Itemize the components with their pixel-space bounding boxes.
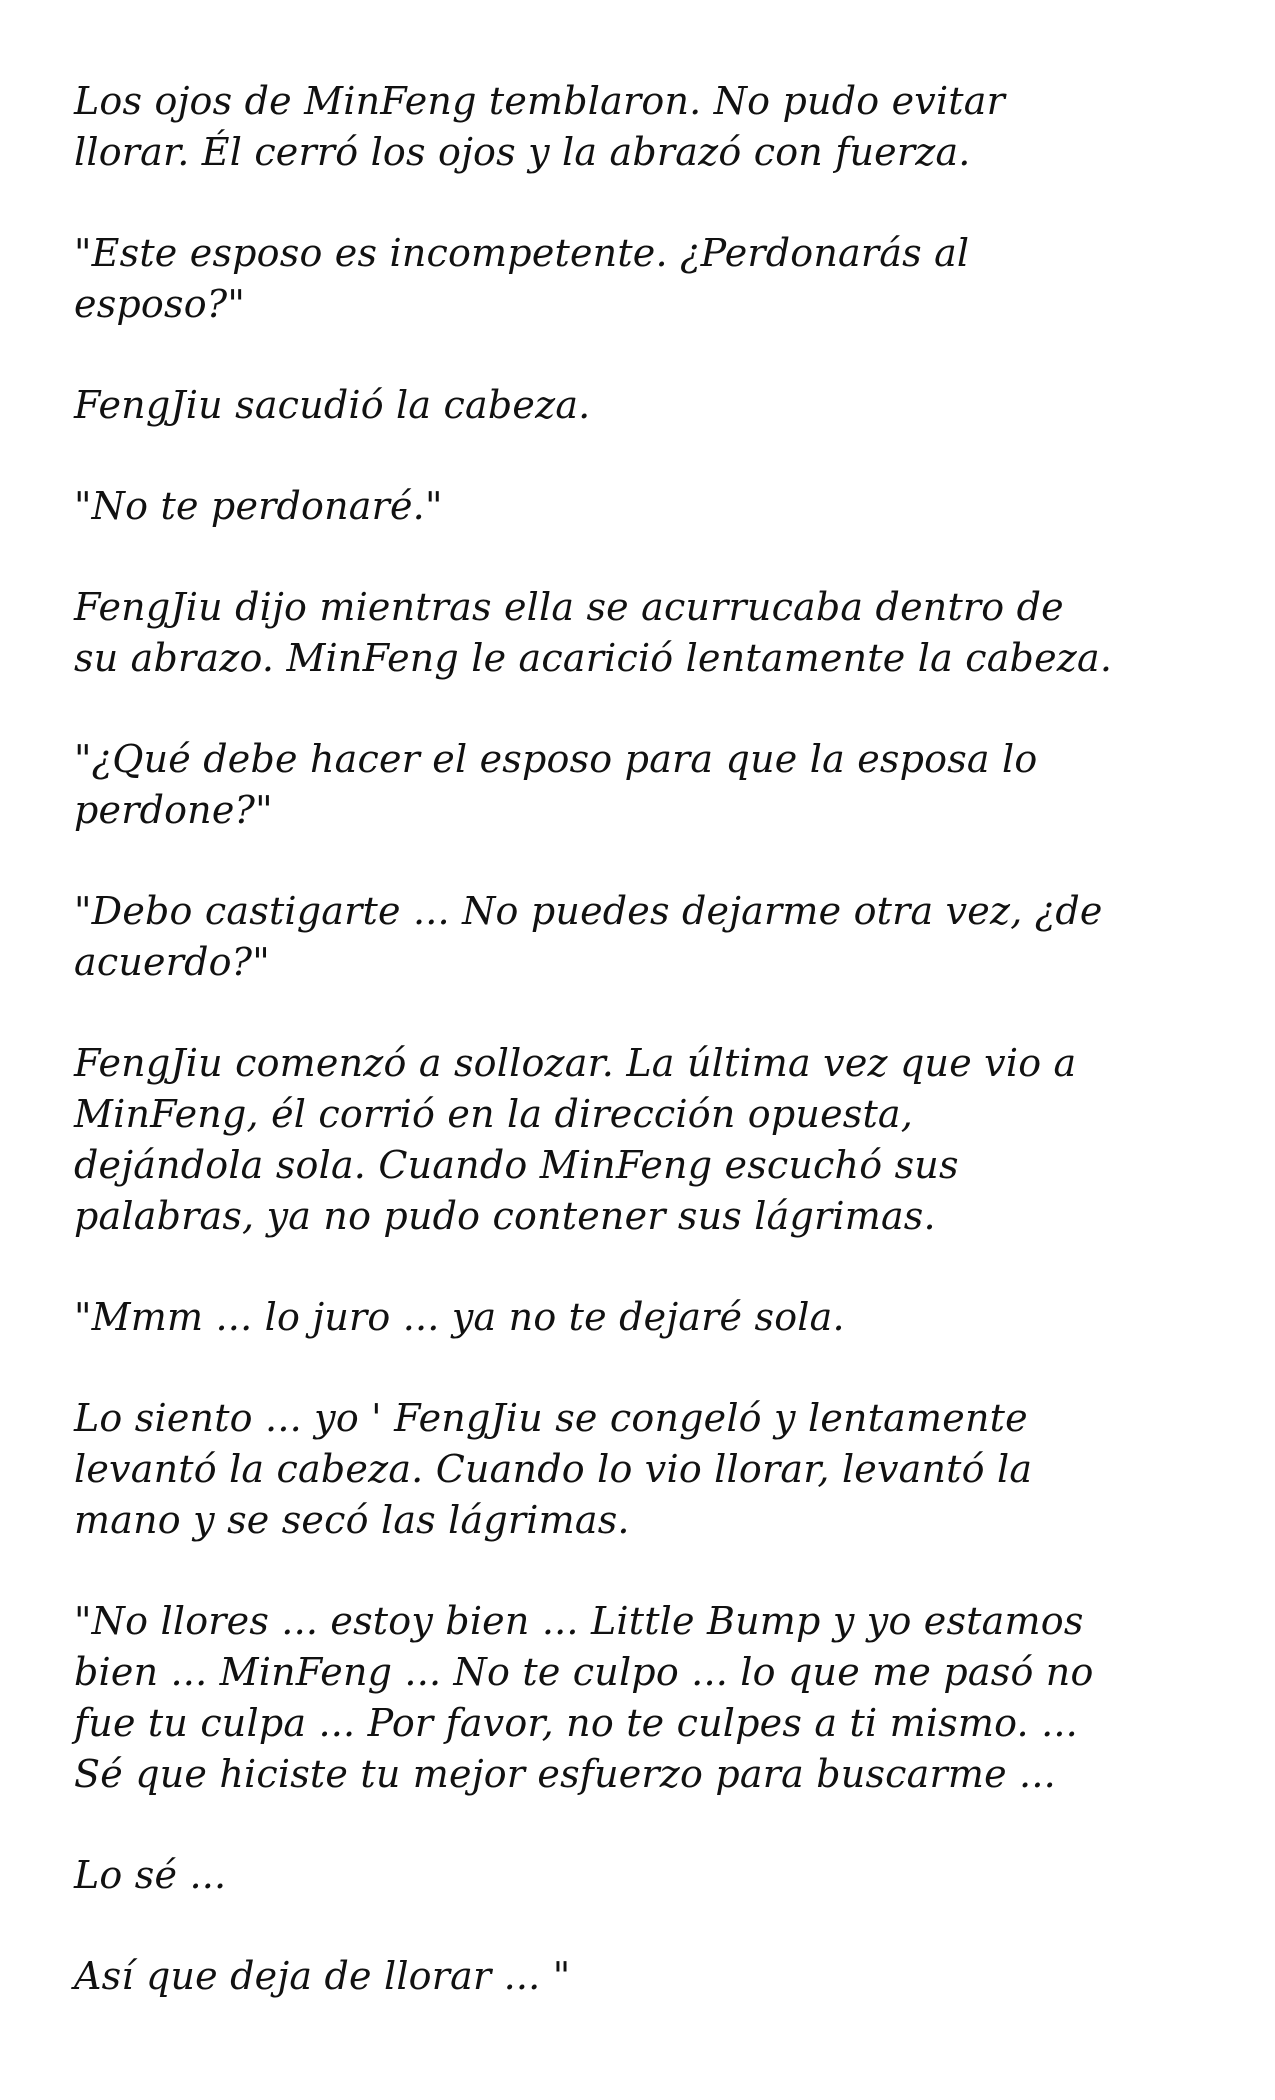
paragraph-5 <box>74 582 1215 684</box>
paragraph-1 <box>74 76 1215 178</box>
text-line: acuerdo?" <box>74 940 270 984</box>
text-line: "No llores ... estoy bien ... Little Bump y yo estamos <box>74 1599 1084 1643</box>
paragraph-10 <box>74 1393 1215 1546</box>
text-line: llorar. Él cerró los ojos y la abrazó con fuerza. <box>74 130 971 174</box>
text-line: "Debo castigarte ... No puedes dejarme otra vez, ¿de <box>74 889 1103 933</box>
text-line: Lo siento ... yo ' FengJiu se congeló y lentamente <box>74 1396 1028 1440</box>
text-line: esposo?" <box>74 282 246 326</box>
text-line: dejándola sola. Cuando MinFeng escuchó sus <box>74 1143 959 1187</box>
text-line: "¿Qué debe hacer el esposo para que la esposa lo <box>74 737 1038 781</box>
text-line: su abrazo. MinFeng le acarició lentamente la cabeza. <box>74 636 1113 680</box>
text-line: mano y se secó las lágrimas. <box>74 1498 630 1542</box>
text-line: "Mmm ... lo juro ... ya no te dejaré sola. <box>74 1295 845 1339</box>
text-line: FengJiu sacudió la cabeza. <box>74 383 591 427</box>
text-line: Lo sé ... <box>74 1853 227 1897</box>
text-line: Así que deja de llorar ... " <box>74 1954 571 1998</box>
text-line: "Este esposo es incompetente. ¿Perdonarás al <box>74 231 970 275</box>
paragraph-4 <box>74 481 1215 532</box>
text-line: "No te perdonaré." <box>74 484 443 528</box>
paragraph-7 <box>74 886 1215 988</box>
paragraph-12 <box>74 1850 1215 1901</box>
paragraph-11 <box>74 1596 1215 1800</box>
text-line: levantó la cabeza. Cuando lo vio llorar, levantó la <box>74 1447 1033 1491</box>
text-line: perdone?" <box>74 788 273 832</box>
text-line: fue tu culpa ... Por favor, no te culpes a ti mismo. ... <box>74 1701 1078 1745</box>
text-line: Sé que hiciste tu mejor esfuerzo para buscarme ... <box>74 1752 1056 1796</box>
text-line: FengJiu comenzó a sollozar. La última vez que vio a <box>74 1041 1077 1085</box>
paragraph-13 <box>74 1951 1215 2002</box>
text-line: MinFeng, él corrió en la dirección opuesta, <box>74 1092 914 1136</box>
text-line: palabras, ya no pudo contener sus lágrimas. <box>74 1194 936 1238</box>
paragraph-3 <box>74 380 1215 431</box>
paragraph-2 <box>74 228 1215 330</box>
paragraph-9 <box>74 1292 1215 1343</box>
paragraph-8 <box>74 1038 1215 1242</box>
paragraph-6 <box>74 734 1215 836</box>
text-line: FengJiu dijo mientras ella se acurrucaba dentro de <box>74 585 1064 629</box>
text-line: Los ojos de MinFeng temblaron. No pudo evitar <box>74 79 1005 123</box>
text-line: bien ... MinFeng ... No te culpo ... lo que me pasó no <box>74 1650 1094 1694</box>
